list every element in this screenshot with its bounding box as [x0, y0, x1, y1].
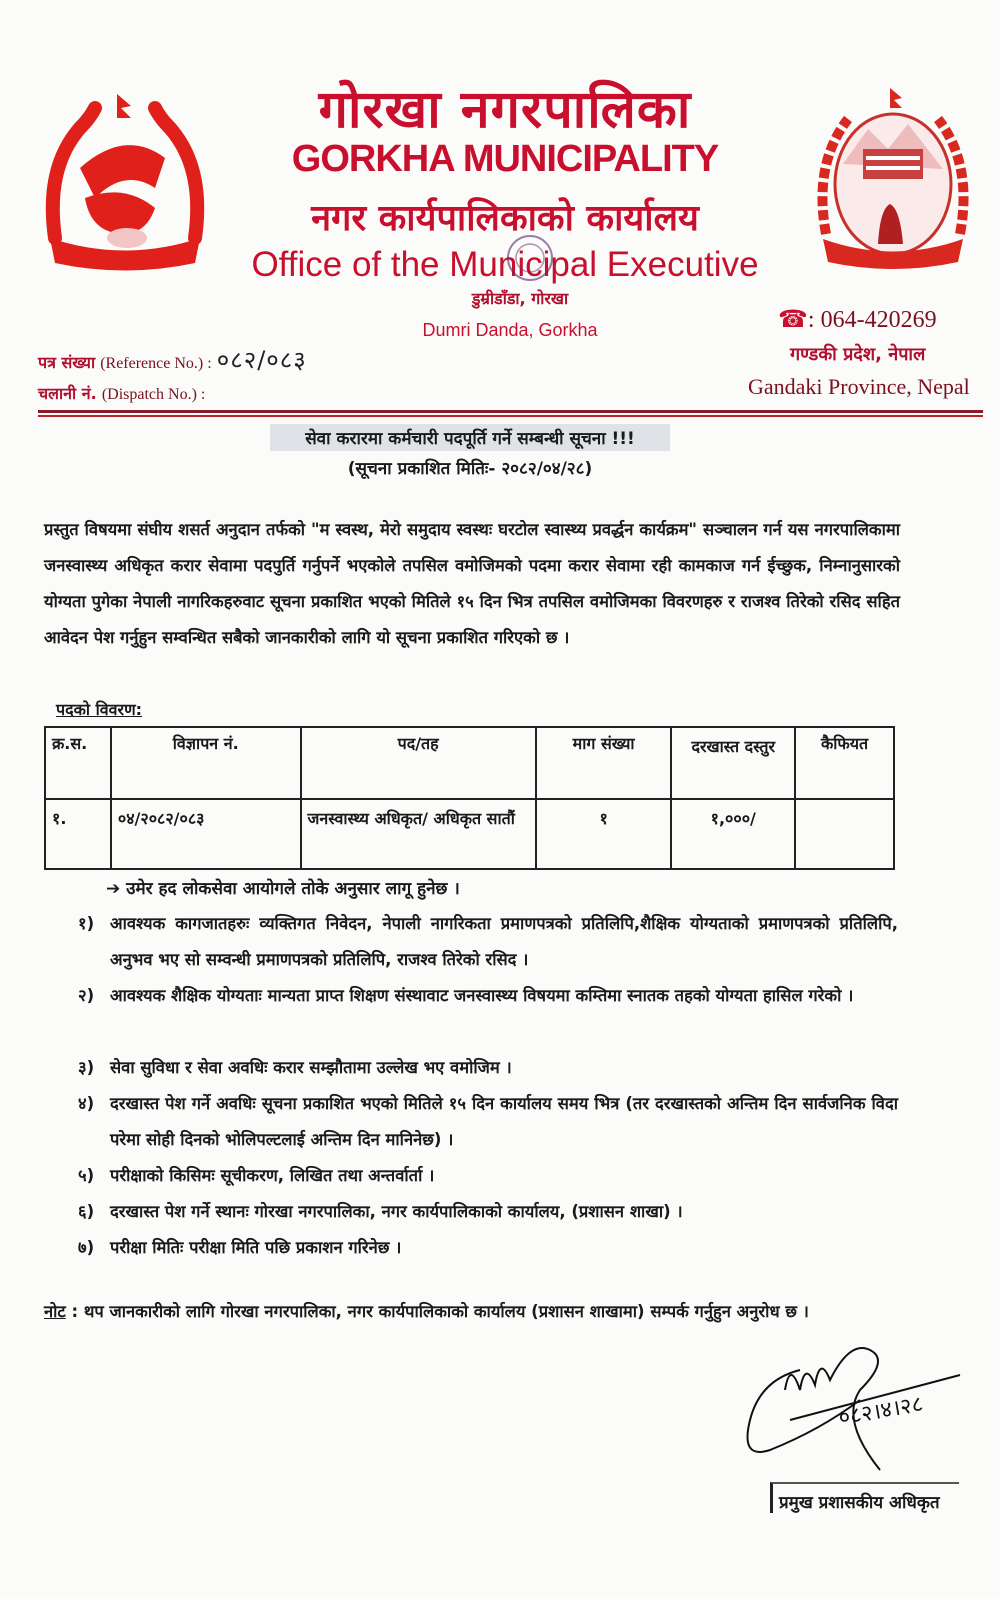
condition-number: ७): [78, 1238, 95, 1257]
municipality-name-np: गोरखा नगरपालिका: [318, 80, 692, 140]
header-divider-secondary: [38, 415, 983, 417]
note-label: नोट: [44, 1302, 66, 1321]
phone-text: : 064-420269: [807, 307, 937, 333]
condition-number: ४): [78, 1094, 95, 1113]
note-text: : थप जानकारीको लागि गोरखा नगरपालिका, नगर कार्यपालिकाको कार्यालय (प्रशासन शाखामा) सम्पर्क गर्नुहुन अनुरोध छ ।: [65, 1302, 809, 1321]
condition-item: [78, 978, 898, 1014]
nepal-government-emblem: [35, 88, 215, 278]
condition-item: [78, 1086, 898, 1158]
condition-text: दरखास्त पेश गर्ने अवधिः सूचना प्रकाशित भएको मितिले १५ दिन कार्यालय समय भित्र (तर दरखास्तको अन्तिम दिन सार्वजनिक विदा परेमा सोही दिनको भोलिपल्टलाई अन्तिम दिन मानिनेछ) ।: [110, 1094, 898, 1149]
province-en: Gandaki Province, Nepal: [748, 374, 970, 399]
notice-body: प्रस्तुत विषयमा संघीय शसर्त अनुदान तर्फको "म स्वस्थ, मेरो समुदाय स्वस्थः घरटोल स्वास्थ्य प्रवर्द्धन कार्यक्रम" सञ्चालन गर्न यस नगरपालिकामा जनस्वास्थ्य अधिकृत करार सेवामा पदपुर्ति गर्नुपर्ने भएकोले तपसिल वमोजिमको पदमा करार सेवामा रही कामकाज गर्न ईच्छुक, निम्नानुसारको योग्यता पुगेका नेपाली नागरिकहरुवाट सूचना प्रकाशित भएको मितिले १५ दिन भित्र तपसिल वमोजिमका विवरणहरु र राजश्व तिरेको रसिद सहित आवेदन पेश गर्नुहुन सम्वन्धित सबैको जानकारीको लागि यो सूचना प्रकाशित गरिएको छ ।: [44, 520, 900, 647]
notice-title: सेवा करारमा कर्मचारी पदपूर्ति गर्ने सम्बन्धी सूचना !!!: [270, 424, 670, 451]
col-header-post: पद/तह: [301, 727, 536, 799]
cell-ad-no: ०४/२०८२/०८३: [111, 799, 301, 869]
cell-remarks: [795, 799, 894, 869]
condition-item: [78, 1158, 898, 1194]
footer-note: [44, 1294, 900, 1330]
province-np: गण्डकी प्रदेश, नेपाल: [790, 344, 926, 365]
condition-text: दरखास्त पेश गर्ने स्थानः गोरखा नगरपालिका, नगर कार्यपालिकाको कार्यालय, (प्रशासन शाखा) ।: [110, 1202, 683, 1221]
reference-label-en: (Reference No.) :: [100, 355, 212, 372]
dispatch-label-np: चलानी नं.: [38, 384, 97, 403]
cell-fee: १,०००/: [671, 799, 795, 869]
table-row: [45, 799, 894, 869]
dispatch-number: [38, 382, 205, 404]
col-header-sn: क्र.स.: [45, 727, 111, 799]
condition-item: [78, 1230, 898, 1266]
col-header-ad-no: विज्ञापन नं.: [111, 727, 301, 799]
reference-label-np: पत्र संख्या: [38, 353, 96, 372]
posts-heading: पदको विवरण:: [56, 700, 143, 719]
condition-number: १): [78, 914, 95, 933]
condition-number: २): [78, 986, 95, 1005]
reference-value: ०८२/०८३: [216, 346, 307, 374]
dispatch-label-en: (Dispatch No.) :: [101, 386, 206, 403]
table-header-row: [45, 727, 894, 799]
notice-published-date: (सूचना प्रकाशित मितिः- २०८२/०४/२८): [347, 459, 593, 479]
cell-demand: १: [536, 799, 672, 869]
signatory-designation: प्रमुख प्रशासकीय अधिकृत: [770, 1482, 959, 1513]
col-header-demand: माग संख्या: [536, 727, 672, 799]
signature-date: ०८२।४।२८: [836, 1391, 926, 1432]
header-divider: [38, 410, 983, 413]
condition-number: ५): [78, 1166, 95, 1185]
condition-text: आवश्यक शैक्षिक योग्यताः मान्यता प्राप्त शिक्षण संस्थावाट जनस्वास्थ्य विषयमा कम्तिमा स्नातक तहको योग्यता हासिल गरेको ।: [110, 986, 854, 1005]
col-header-remarks: कैफियत: [795, 727, 894, 799]
office-name-np: नगर कार्यपालिकाको कार्यालय: [311, 198, 699, 239]
cell-sn: १.: [45, 799, 111, 869]
condition-number: ३): [78, 1058, 95, 1077]
condition-number: ६): [78, 1202, 95, 1221]
age-limit-note: ➔ उमेर हद लोकसेवा आयोगले तोके अनुसार लागू हुनेछ ।: [106, 879, 460, 899]
condition-item: [78, 1050, 898, 1086]
cell-post: जनस्वास्थ्य अधिकृत/ अधिकृत सातौं: [301, 799, 536, 869]
gorkha-municipality-emblem: [808, 84, 978, 274]
address-en: Dumri Danda, Gorkha: [422, 320, 598, 340]
col-header-fee: दरखास्त दस्तुर: [671, 727, 795, 799]
reference-number: [38, 343, 307, 376]
posts-table: [44, 726, 895, 870]
condition-text: परीक्षा मितिः परीक्षा मिति पछि प्रकाशन गरिनेछ ।: [110, 1238, 402, 1257]
phone-number: [778, 305, 937, 334]
condition-text: सेवा सुविधा र सेवा अवधिः करार सम्झौतामा उल्लेख भए वमोजिम ।: [110, 1058, 512, 1077]
municipality-name-en: GORKHA MUNICIPALITY: [291, 138, 719, 180]
condition-item: [78, 906, 898, 978]
address-np: डुम्रीडाँडा, गोरखा: [471, 289, 569, 308]
condition-text: आवश्यक कागजातहरुः व्यक्तिगत निवेदन, नेपाली नागरिकता प्रमाणपत्रको प्रतिलिपि,शैक्षिक योग्यताको प्रमाणपत्रको प्रतिलिपि, अनुभव भए सो सम्वन्धी प्रमाणपत्रको प्रतिलिपि, राजश्व तिरेको रसिद ।: [110, 914, 898, 969]
phone-icon: ☎: [778, 307, 808, 333]
condition-text: परीक्षाको किसिमः सूचीकरण, लिखित तथा अन्तर्वार्ता ।: [110, 1166, 435, 1185]
condition-item: [78, 1194, 898, 1230]
office-name-en: Office of the Municipal Executive: [251, 245, 759, 284]
